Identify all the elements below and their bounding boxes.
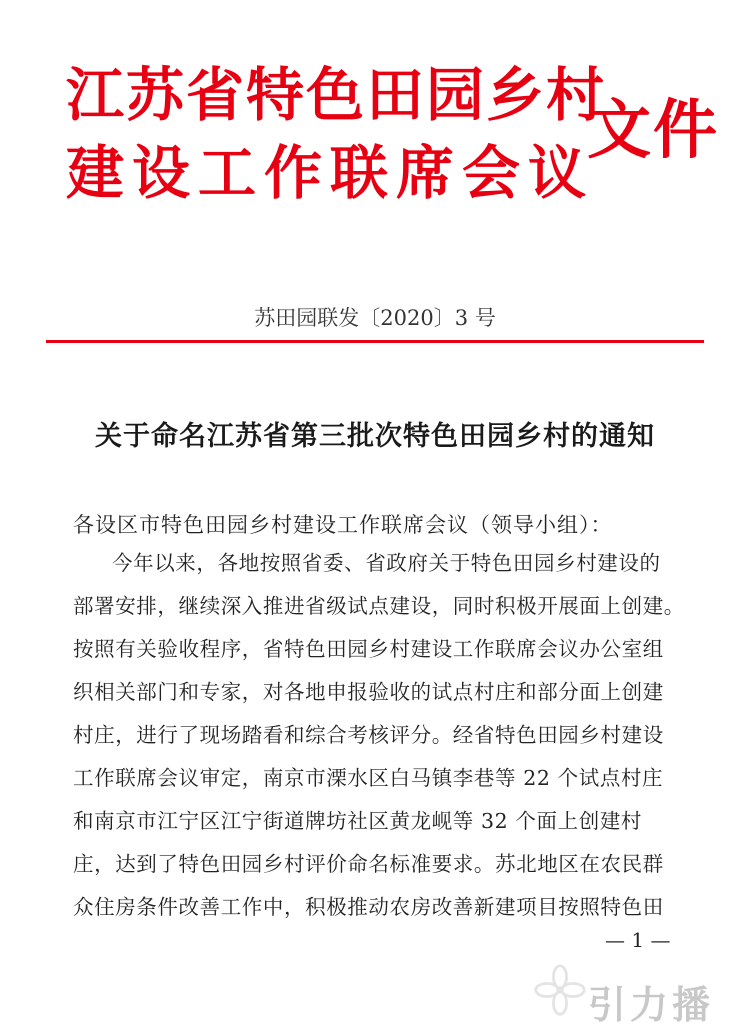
body-line: 工作联席会议审定，南京市溧水区白马镇李巷等 22 个试点村庄 <box>73 766 664 790</box>
header-suffix: 文件 <box>587 94 719 168</box>
red-divider <box>46 340 704 343</box>
flower-logo-icon <box>532 962 588 1018</box>
body-line: 和南京市江宁区江宁街道牌坊社区黄龙岘等 32 个面上创建村 <box>73 809 643 833</box>
header-line-2: 建设工作联席会议 <box>66 139 595 207</box>
notice-title: 关于命名江苏省第三批次特色田园乡村的通知 <box>95 421 655 452</box>
body-line: 今年以来，各地按照省委、省政府关于特色田园乡村建设的 <box>112 551 661 575</box>
body-line: 众住房条件改善工作中，积极推动农房改善新建项目按照特色田 <box>73 895 664 919</box>
watermark-text: 引力播 <box>588 983 715 1027</box>
body-line: 部署安排，继续深入推进省级试点建设，同时积极开展面上创建。 <box>73 594 685 618</box>
body-line: 按照有关验收程序，省特色田园乡村建设工作联席会议办公室组 <box>73 637 664 661</box>
document-number: 苏田园联发〔2020〕3 号 <box>254 306 496 330</box>
header-line-1: 江苏省特色田园乡村 <box>66 61 607 129</box>
page-number: — 1 — <box>605 928 671 952</box>
salutation: 各设区市特色田园乡村建设工作联席会议（领导小组）： <box>73 513 613 537</box>
body-line: 织相关部门和专家，对各地申报验收的试点村庄和部分面上创建 <box>73 680 664 704</box>
body-line: 庄，达到了特色田园乡村评价命名标准要求。苏北地区在农民群 <box>73 852 664 876</box>
body-line: 村庄，进行了现场踏看和综合考核评分。经省特色田园乡村建设 <box>73 723 664 747</box>
